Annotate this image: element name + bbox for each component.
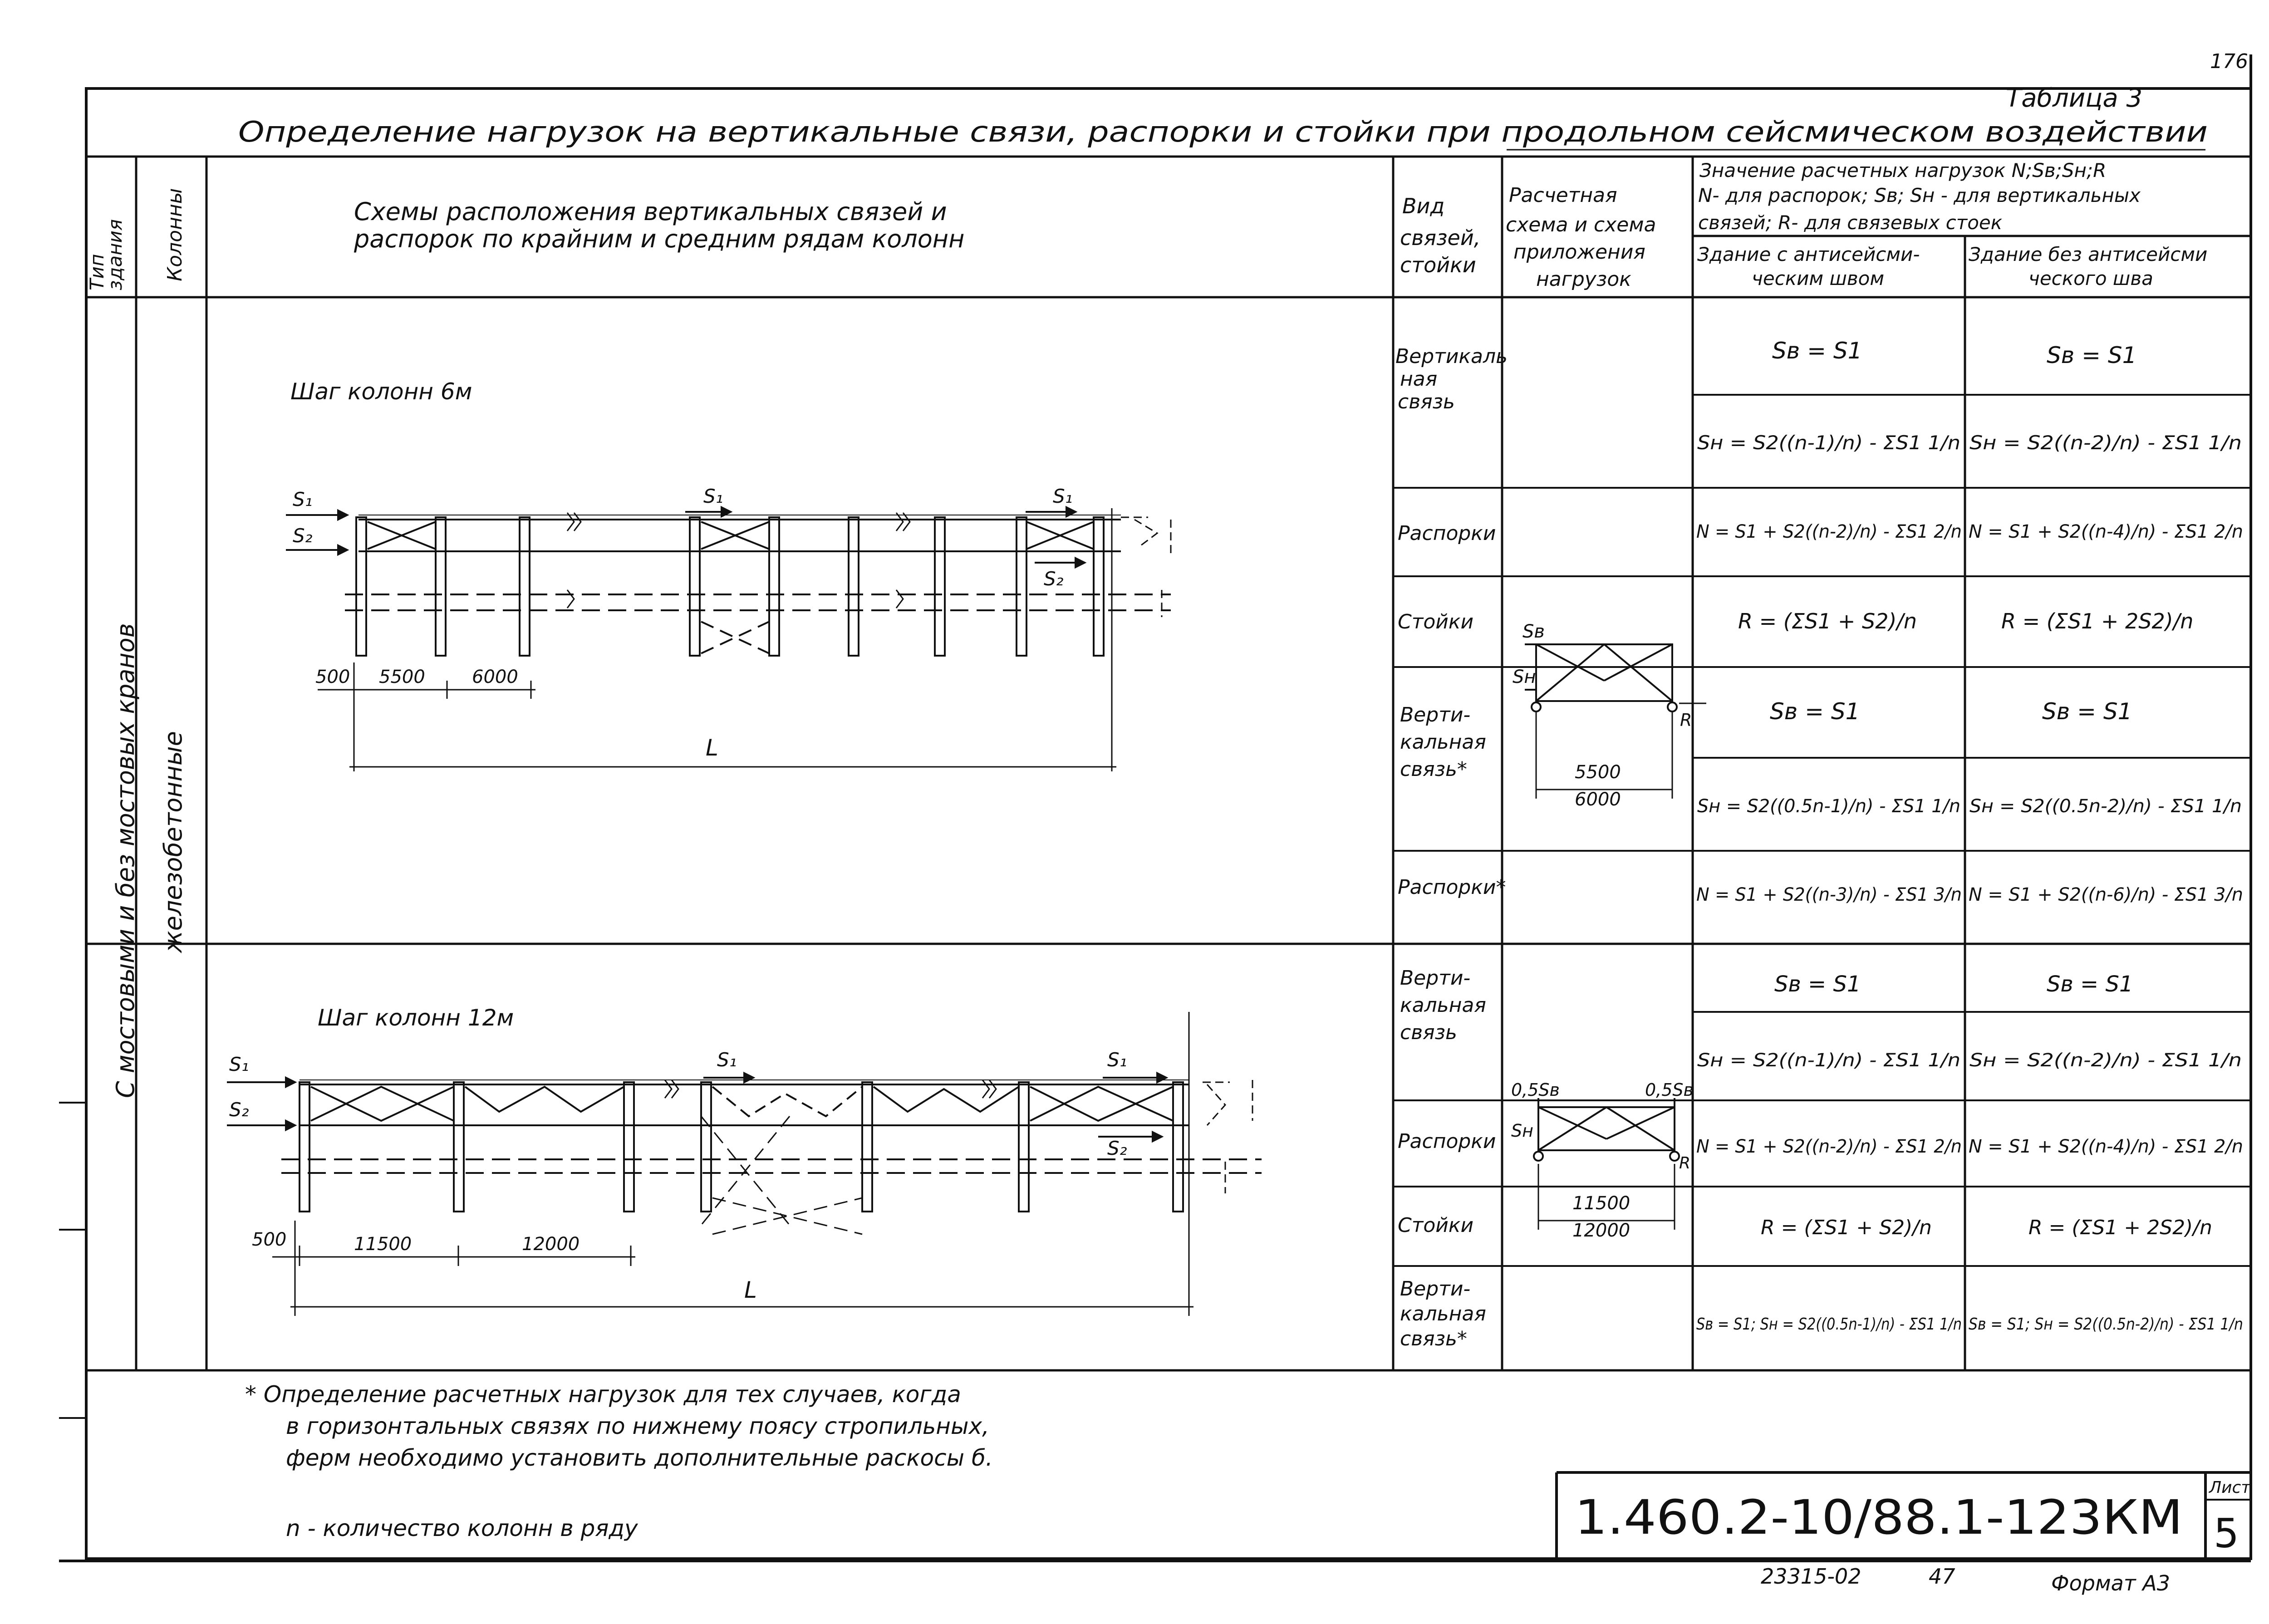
header-type-l1: Тип: [86, 254, 108, 290]
frame-12m-drawing: [227, 1012, 1262, 1316]
sheet-label: Лист: [2209, 1478, 2251, 1497]
table-grid: [86, 157, 2251, 1370]
header-without-joint-1: Здание без антисейсми: [1969, 243, 2208, 265]
header-kind-2: связей,: [1400, 226, 1481, 250]
doc-code: 1.460.2-10/88.1-123КМ: [1575, 1490, 2183, 1545]
header-values-2: N- для распорок; Sв; Sн - для вертикальных: [1698, 184, 2141, 206]
f6-r2-with: Sн = S2((n-1)/n) - ΣS1 1/n: [1697, 432, 1960, 454]
load-s1-12m-mid: S₁: [717, 1049, 737, 1071]
calc-6m-sn: Sн: [1513, 667, 1536, 687]
section-6m-title: Шаг колонн 6м: [290, 378, 472, 405]
kind-6m-vert2-1: Верти-: [1400, 703, 1471, 726]
format-label: Формат А3: [2051, 1571, 2170, 1595]
f12-r4-without: R = (ΣS1 + 2S2)/n: [2028, 1216, 2212, 1239]
header-type-l2: здания: [104, 219, 126, 290]
n-note: n - количество колонн в ряду: [286, 1515, 638, 1541]
calc-12m-dim2: 12000: [1572, 1220, 1631, 1241]
span-6m: L: [706, 735, 718, 761]
inventory-number: 23315-02: [1761, 1564, 1861, 1589]
f6-r1-with: Sв = S1: [1772, 338, 1862, 364]
header-schemes-line2: распорок по крайним и средним рядам колонн: [354, 225, 965, 253]
kind-6m-vert-2: ная: [1400, 368, 1438, 391]
f6-r7-with: N = S1 + S2((n-3)/n) - ΣS1 3/n: [1696, 884, 1962, 905]
load-s2-12m: S₂: [229, 1099, 249, 1121]
header-values-1: Значение расчетных нагрузок N;Sв;Sн;R: [1699, 159, 2107, 182]
header-values-3: связей; R- для связевых стоек: [1698, 211, 2003, 234]
footnote-line2: в горизонтальных связях по нижнему поясу стропильных,: [286, 1413, 989, 1439]
margin-ticks: [59, 1103, 86, 1418]
header-calc-2: схема и схема: [1506, 213, 1656, 236]
header-kind-3: стойки: [1400, 253, 1476, 277]
kind-6m-vert-3: связь: [1398, 390, 1455, 413]
calc-12m-05sb-right: 0,5Sв: [1645, 1080, 1694, 1100]
table-label: Таблица 3: [2006, 83, 2143, 113]
kind-12m-struts: Распорки: [1398, 1130, 1496, 1153]
header-with-joint-2: ческим швом: [1752, 267, 1885, 289]
kind-6m-vert2-2: кальная: [1400, 731, 1486, 754]
sheet-number: 5: [2214, 1510, 2239, 1557]
kind-6m-vert: Вертикаль: [1395, 345, 1508, 368]
dim-6m-5500: 5500: [379, 667, 425, 687]
load-s2-6m-right: S₂: [1044, 568, 1064, 590]
kind-12m-posts: Стойки: [1398, 1214, 1474, 1237]
dim-6m-500: 500: [315, 667, 350, 687]
kind-12m-vert-1: Верти-: [1400, 967, 1471, 990]
f12-r2-with: Sн = S2((n-1)/n) - ΣS1 1/n: [1697, 1050, 1960, 1071]
calc-6m-dim1: 5500: [1575, 762, 1621, 783]
calc-6m-dim2: 6000: [1575, 789, 1621, 810]
calc-12m-dim1: 11500: [1572, 1193, 1631, 1214]
load-s1-6m-mid: S₁: [703, 485, 723, 507]
f6-r2-without: Sн = S2((n-2)/n) - ΣS1 1/n: [1969, 432, 2242, 454]
f6-r5-with: Sв = S1: [1770, 698, 1860, 725]
f6-r6-with: Sн = S2((0.5n-1)/n) - ΣS1 1/n: [1697, 796, 1960, 817]
footnote-line3: ферм необходимо установить дополнительные раскосы б.: [286, 1445, 993, 1471]
calc-12m-sn: Sн: [1511, 1121, 1533, 1141]
f12-r2-without: Sн = S2((n-2)/n) - ΣS1 1/n: [1969, 1050, 2242, 1071]
dim-6m-6000: 6000: [472, 667, 518, 687]
f6-r3-without: N = S1 + S2((n-4)/n) - ΣS1 2/n: [1969, 521, 2243, 542]
calc-12m-r: R: [1679, 1154, 1691, 1173]
frame-6m-drawing: [286, 507, 1171, 771]
f6-r4-with: R = (ΣS1 + S2)/n: [1738, 609, 1917, 633]
f6-r4-without: R = (ΣS1 + 2S2)/n: [2001, 609, 2194, 633]
f12-r3-with: N = S1 + S2((n-2)/n) - ΣS1 2/n: [1696, 1136, 1962, 1157]
f12-r4-with: R = (ΣS1 + S2)/n: [1761, 1216, 1932, 1239]
header-type: [86, 219, 126, 290]
f12-r1-without: Sв = S1: [2047, 971, 2133, 997]
dim-12m-12000: 12000: [522, 1234, 580, 1255]
span-12m: L: [744, 1277, 757, 1303]
page-title: Определение нагрузок на вертикальные связи, распорки и стойки при продольном сейсмическом воздействии: [238, 115, 2208, 148]
kind-6m-vert2-3: связь*: [1400, 758, 1467, 781]
building-type-label: С мостовыми и без мостовых кранов: [111, 623, 140, 1098]
load-s1-6m-right: S₁: [1053, 485, 1073, 507]
load-s2-6m: S₂: [293, 525, 313, 547]
kind-12m-vert2-1: Верти-: [1400, 1277, 1471, 1300]
header-calc-4: нагрузок: [1536, 268, 1631, 291]
columns-type-label: железобетонные: [159, 731, 187, 953]
kind-12m-vert2-3: связь*: [1400, 1327, 1467, 1350]
load-s1-6m: S₁: [293, 488, 313, 510]
load-s1-12m: S₁: [229, 1053, 249, 1075]
kind-6m-struts2: Распорки*: [1398, 876, 1506, 899]
dim-12m-500: 500: [252, 1229, 287, 1250]
kind-12m-vert-3: связь: [1400, 1021, 1457, 1044]
footnote-line1: * Определение расчетных нагрузок для тех случаев, когда: [245, 1381, 961, 1408]
header-with-joint-1: Здание с антисейсми-: [1697, 243, 1920, 265]
f12-r5-without: Sв = S1; Sн = S2((0.5n-2)/n) - ΣS1 1/n: [1969, 1315, 2243, 1334]
load-s2-12m-right: S₂: [1107, 1137, 1127, 1159]
f12-r5-with: Sв = S1; Sн = S2((0.5n-1)/n) - ΣS1 1/n: [1696, 1315, 1962, 1334]
load-s1-12m-right: S₁: [1107, 1049, 1127, 1071]
f6-r5-without: Sв = S1: [2042, 698, 2132, 725]
calc-6m-sb: Sв: [1522, 621, 1545, 642]
f6-r3-with: N = S1 + S2((n-2)/n) - ΣS1 2/n: [1696, 521, 1962, 542]
kind-6m-struts: Распорки: [1398, 522, 1496, 545]
header-without-joint-2: ческого шва: [2028, 267, 2153, 289]
f12-r1-with: Sв = S1: [1774, 971, 1861, 997]
section-12m-title: Шаг колонн 12м: [318, 1005, 514, 1031]
f6-r1-without: Sв = S1: [2047, 342, 2137, 368]
table-header: [354, 159, 2207, 291]
f6-r7-without: N = S1 + S2((n-6)/n) - ΣS1 3/n: [1969, 884, 2243, 905]
header-schemes-line1: Схемы расположения вертикальных связей и: [354, 197, 947, 226]
header-columns: Колонны: [163, 188, 187, 281]
dim-12m-11500: 11500: [354, 1234, 412, 1255]
header-calc-1: Расчетная: [1509, 184, 1617, 207]
calc-6m-r: R: [1680, 710, 1692, 730]
inventory-number-2: 47: [1929, 1564, 1955, 1589]
corner-number: 176: [2210, 50, 2248, 73]
header-kind-1: Вид: [1402, 194, 1445, 218]
header-calc-3: приложения: [1513, 240, 1645, 264]
f6-r6-without: Sн = S2((0.5n-2)/n) - ΣS1 1/n: [1969, 796, 2242, 817]
calc-12m-05sb-left: 0,5Sв: [1511, 1080, 1560, 1100]
kind-12m-vert2-2: кальная: [1400, 1302, 1486, 1325]
f12-r3-without: N = S1 + S2((n-4)/n) - ΣS1 2/n: [1969, 1136, 2243, 1157]
kind-12m-vert-2: кальная: [1400, 994, 1486, 1017]
kind-6m-posts: Стойки: [1398, 610, 1474, 633]
